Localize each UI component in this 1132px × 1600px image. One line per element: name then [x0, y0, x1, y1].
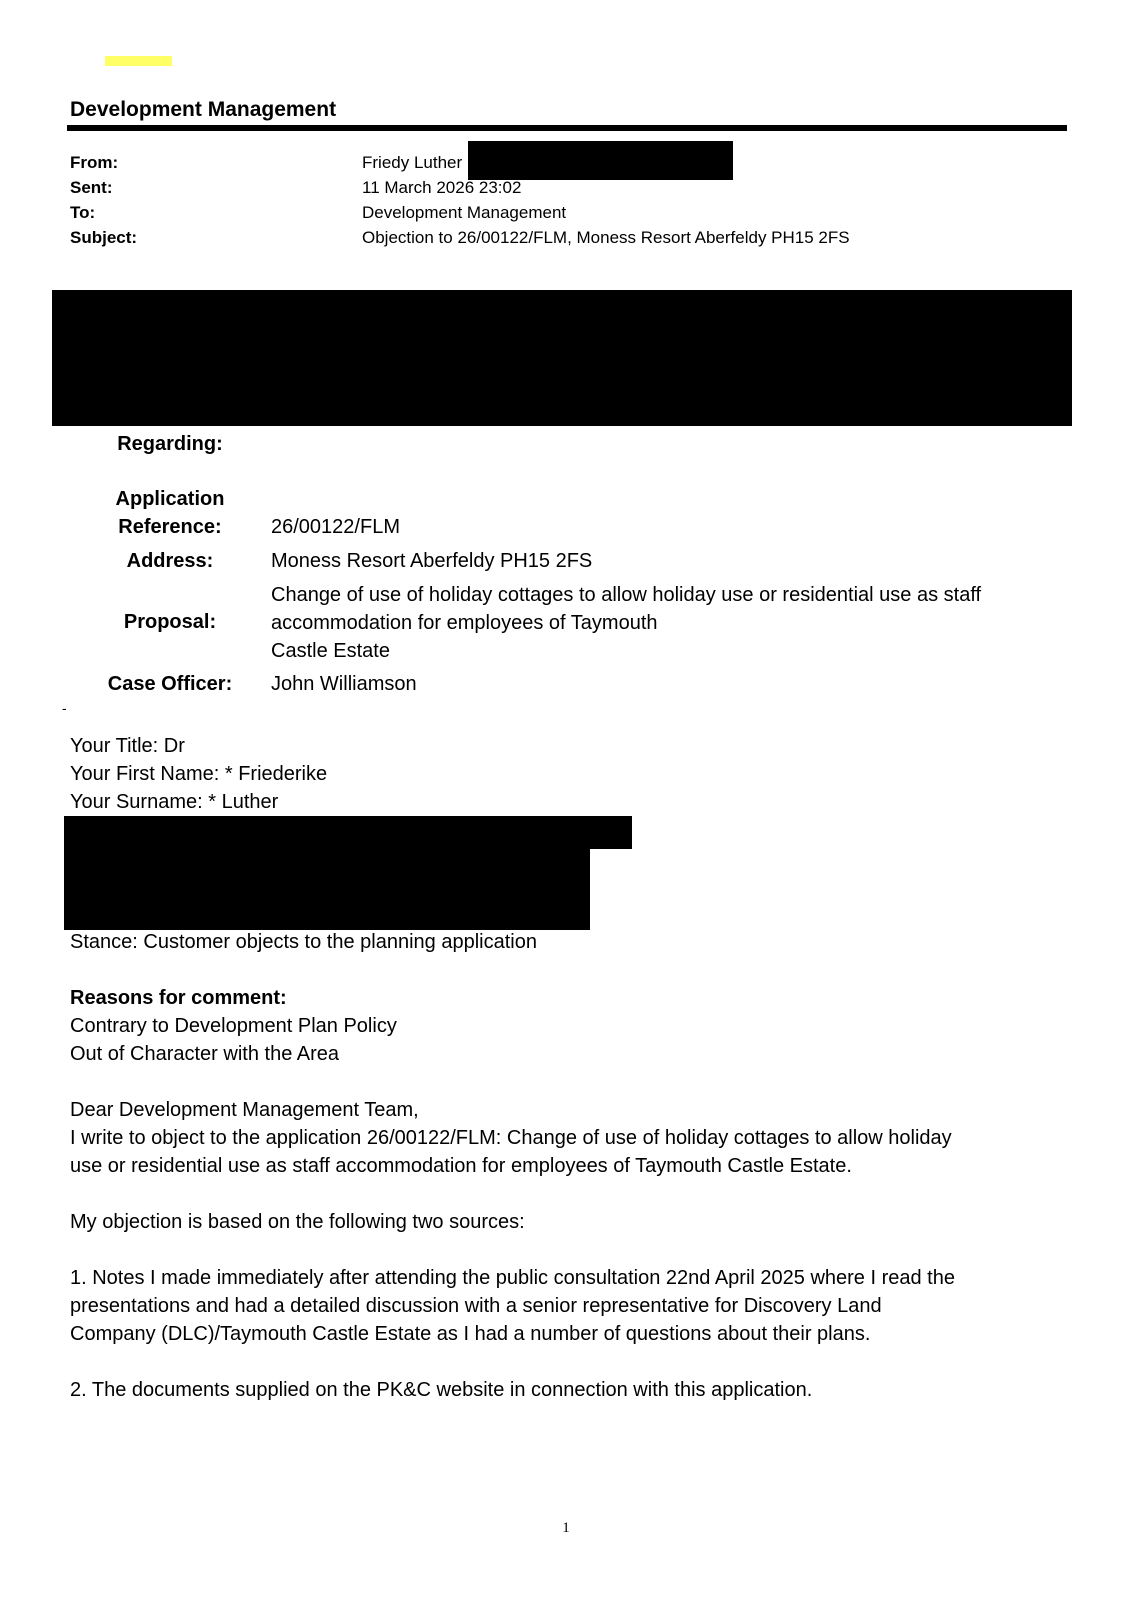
separator-dash: -: [62, 700, 67, 716]
source-1-line1: 1. Notes I made immediately after attending the public consultation 22nd April 2025 where I read the: [70, 1267, 955, 1289]
address-label: Address:: [126, 550, 214, 572]
redaction-contact-details-top: [64, 816, 632, 849]
reference-value: 26/00122/FLM: [271, 516, 400, 538]
reasons-heading: Reasons for comment:: [70, 987, 287, 1009]
case-officer-value: John Williamson: [271, 673, 417, 695]
redaction-email-address: [468, 141, 733, 180]
redaction-contact-details-bottom: [64, 848, 590, 930]
sent-label: Sent:: [70, 178, 113, 197]
address-value: Moness Resort Aberfeldy PH15 2FS: [271, 550, 593, 572]
your-surname-line: Your Surname: * Luther: [70, 791, 279, 813]
reference-label-line1: Application: [115, 488, 225, 510]
to-value: Development Management: [362, 203, 567, 222]
stance-line: Stance: Customer objects to the planning application: [70, 931, 537, 953]
sent-value: 11 March 2026 23:02: [362, 178, 522, 197]
letter-intro-line1: I write to object to the application 26/00122/FLM: Change of use of holiday cottages to allow holiday: [70, 1127, 952, 1149]
regarding-label: Regarding:: [117, 433, 223, 455]
redaction-block-header: [52, 290, 1072, 426]
highlight-mark: [105, 56, 172, 66]
from-value: Friedy Luther: [362, 153, 463, 172]
source-1-line2: presentations and had a detailed discussion with a senior representative for Discovery Land: [70, 1295, 882, 1317]
proposal-line1: Change of use of holiday cottages to allow holiday use or residential use as staff: [271, 584, 982, 606]
proposal-line2: accommodation for employees of Taymouth: [271, 612, 658, 634]
document-title: Development Management: [70, 98, 337, 121]
reference-label-line2: Reference:: [118, 516, 222, 538]
page-number: 1: [562, 1520, 570, 1536]
proposal-label: Proposal:: [123, 611, 217, 633]
case-officer-label: Case Officer:: [107, 673, 233, 695]
source-2-line1: 2. The documents supplied on the PK&C website in connection with this application.: [70, 1379, 813, 1401]
to-label: To:: [70, 203, 96, 222]
reason-item: Out of Character with the Area: [70, 1043, 340, 1065]
proposal-line3: Castle Estate: [271, 640, 390, 662]
source-1-line3: Company (DLC)/Taymouth Castle Estate as I had a number of questions about their plans.: [70, 1323, 871, 1345]
letter-salutation: Dear Development Management Team,: [70, 1099, 419, 1121]
title-rule: [67, 125, 1067, 131]
your-title-line: Your Title: Dr: [70, 735, 185, 757]
subject-label: Subject:: [70, 228, 138, 247]
your-first-name-line: Your First Name: * Friederike: [70, 763, 328, 785]
reason-item: Contrary to Development Plan Policy: [70, 1015, 397, 1037]
letter-intro-line2: use or residential use as staff accommodation for employees of Taymouth Castle Estate.: [70, 1155, 852, 1177]
letter-sources-intro: My objection is based on the following two sources:: [70, 1211, 525, 1233]
subject-value: Objection to 26/00122/FLM, Moness Resort Aberfeldy PH15 2FS: [362, 228, 850, 247]
from-label: From:: [70, 153, 119, 172]
